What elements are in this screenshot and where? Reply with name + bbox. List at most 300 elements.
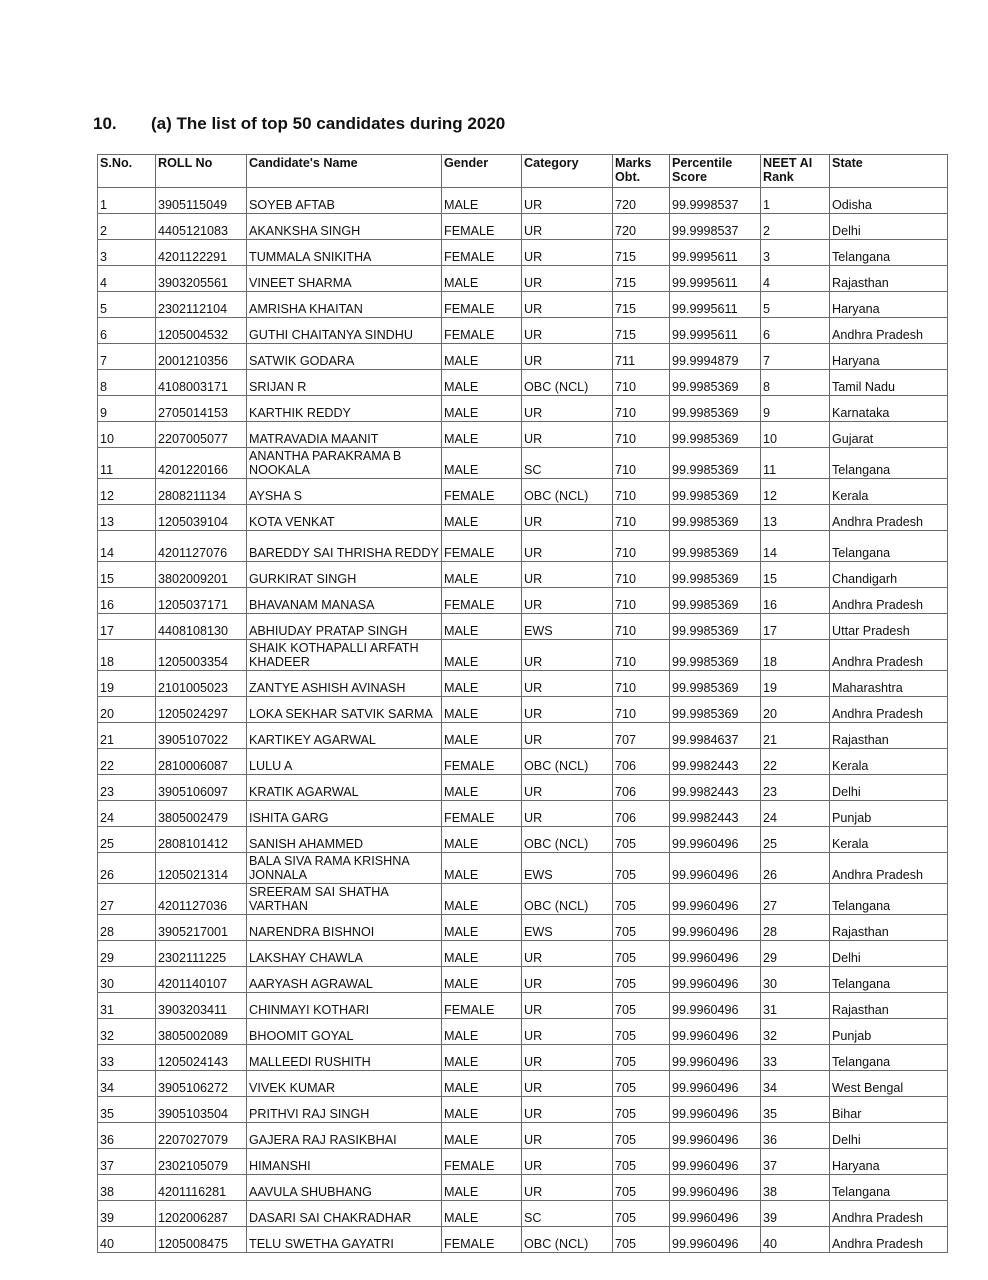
cell-category: OBC (NCL) — [522, 884, 613, 915]
cell-rank: 38 — [761, 1175, 830, 1201]
table-row — [98, 697, 948, 723]
cell-candidate-name: GUTHI CHAITANYA SINDHU — [247, 318, 442, 344]
table-row — [98, 344, 948, 370]
cell-marks: 710 — [613, 562, 670, 588]
cell-state: Uttar Pradesh — [830, 614, 948, 640]
cell-sno: 35 — [98, 1097, 156, 1123]
cell-sno: 32 — [98, 1019, 156, 1045]
cell-rank: 22 — [761, 749, 830, 775]
cell-roll-no: 1205039104 — [156, 505, 247, 531]
cell-percentile: 99.9998537 — [670, 214, 761, 240]
cell-sno: 40 — [98, 1227, 156, 1253]
cell-gender: MALE — [442, 562, 522, 588]
cell-gender: MALE — [442, 1201, 522, 1227]
cell-percentile: 99.9985369 — [670, 422, 761, 448]
cell-gender: MALE — [442, 188, 522, 214]
cell-percentile: 99.9960496 — [670, 993, 761, 1019]
cell-category: UR — [522, 941, 613, 967]
cell-sno: 9 — [98, 396, 156, 422]
cell-roll-no: 3805002089 — [156, 1019, 247, 1045]
cell-marks: 710 — [613, 448, 670, 479]
col-header-gender: Gender — [442, 155, 522, 188]
cell-state: Andhra Pradesh — [830, 640, 948, 671]
cell-rank: 23 — [761, 775, 830, 801]
cell-sno: 33 — [98, 1045, 156, 1071]
cell-percentile: 99.9985369 — [670, 697, 761, 723]
cell-roll-no: 3903203411 — [156, 993, 247, 1019]
cell-percentile: 99.9995611 — [670, 266, 761, 292]
cell-marks: 705 — [613, 1175, 670, 1201]
cell-candidate-name: ABHIUDAY PRATAP SINGH — [247, 614, 442, 640]
cell-candidate-name: ANANTHA PARAKRAMA B NOOKALA — [247, 448, 442, 479]
cell-gender: MALE — [442, 967, 522, 993]
cell-category: UR — [522, 1019, 613, 1045]
cell-sno: 4 — [98, 266, 156, 292]
cell-category: UR — [522, 801, 613, 827]
cell-roll-no: 2808211134 — [156, 479, 247, 505]
cell-roll-no: 2705014153 — [156, 396, 247, 422]
cell-category: OBC (NCL) — [522, 1227, 613, 1253]
cell-roll-no: 4108003171 — [156, 370, 247, 396]
cell-gender: MALE — [442, 344, 522, 370]
cell-marks: 715 — [613, 240, 670, 266]
cell-roll-no: 4201122291 — [156, 240, 247, 266]
cell-marks: 705 — [613, 967, 670, 993]
cell-rank: 17 — [761, 614, 830, 640]
cell-category: UR — [522, 562, 613, 588]
cell-state: Telangana — [830, 1045, 948, 1071]
cell-rank: 40 — [761, 1227, 830, 1253]
cell-marks: 715 — [613, 292, 670, 318]
cell-candidate-name: MATRAVADIA MAANIT — [247, 422, 442, 448]
table-row — [98, 827, 948, 853]
cell-rank: 33 — [761, 1045, 830, 1071]
table-row — [98, 723, 948, 749]
table-row — [98, 448, 948, 479]
cell-sno: 26 — [98, 853, 156, 884]
cell-state: Tamil Nadu — [830, 370, 948, 396]
cell-roll-no: 4201127076 — [156, 531, 247, 562]
cell-roll-no: 2302105079 — [156, 1149, 247, 1175]
cell-sno: 24 — [98, 801, 156, 827]
table-row — [98, 318, 948, 344]
cell-category: UR — [522, 723, 613, 749]
table-row — [98, 1201, 948, 1227]
cell-roll-no: 3903205561 — [156, 266, 247, 292]
cell-marks: 706 — [613, 801, 670, 827]
cell-candidate-name: LAKSHAY CHAWLA — [247, 941, 442, 967]
cell-marks: 710 — [613, 479, 670, 505]
cell-candidate-name: KRATIK AGARWAL — [247, 775, 442, 801]
cell-rank: 36 — [761, 1123, 830, 1149]
cell-rank: 12 — [761, 479, 830, 505]
cell-sno: 21 — [98, 723, 156, 749]
cell-marks: 710 — [613, 640, 670, 671]
cell-gender: FEMALE — [442, 801, 522, 827]
cell-category: UR — [522, 588, 613, 614]
table-row — [98, 1097, 948, 1123]
cell-percentile: 99.9960496 — [670, 1175, 761, 1201]
cell-roll-no: 4201116281 — [156, 1175, 247, 1201]
cell-state: Andhra Pradesh — [830, 505, 948, 531]
cell-percentile: 99.9960496 — [670, 884, 761, 915]
cell-sno: 2 — [98, 214, 156, 240]
cell-marks: 705 — [613, 1071, 670, 1097]
cell-rank: 28 — [761, 915, 830, 941]
cell-percentile: 99.9985369 — [670, 562, 761, 588]
cell-candidate-name: KARTIKEY AGARWAL — [247, 723, 442, 749]
cell-roll-no: 3905106272 — [156, 1071, 247, 1097]
table-row — [98, 1071, 948, 1097]
cell-percentile: 99.9960496 — [670, 1201, 761, 1227]
section-title: (a) The list of top 50 candidates during 2020 — [151, 114, 506, 133]
cell-rank: 14 — [761, 531, 830, 562]
cell-category: UR — [522, 505, 613, 531]
col-header-category: Category — [522, 155, 613, 188]
cell-category: EWS — [522, 853, 613, 884]
cell-sno: 36 — [98, 1123, 156, 1149]
cell-gender: MALE — [442, 448, 522, 479]
cell-candidate-name: GURKIRAT SINGH — [247, 562, 442, 588]
cell-rank: 39 — [761, 1201, 830, 1227]
cell-marks: 705 — [613, 853, 670, 884]
cell-gender: FEMALE — [442, 1149, 522, 1175]
cell-state: Karnataka — [830, 396, 948, 422]
cell-gender: FEMALE — [442, 1227, 522, 1253]
cell-rank: 30 — [761, 967, 830, 993]
cell-roll-no: 4408108130 — [156, 614, 247, 640]
cell-rank: 10 — [761, 422, 830, 448]
cell-rank: 34 — [761, 1071, 830, 1097]
cell-sno: 1 — [98, 188, 156, 214]
cell-marks: 710 — [613, 422, 670, 448]
cell-state: Andhra Pradesh — [830, 697, 948, 723]
cell-sno: 14 — [98, 531, 156, 562]
cell-sno: 8 — [98, 370, 156, 396]
cell-state: Punjab — [830, 1019, 948, 1045]
cell-category: UR — [522, 188, 613, 214]
cell-candidate-name: BHOOMIT GOYAL — [247, 1019, 442, 1045]
cell-category: UR — [522, 671, 613, 697]
cell-category: UR — [522, 531, 613, 562]
cell-candidate-name: ZANTYE ASHISH AVINASH — [247, 671, 442, 697]
cell-candidate-name: ISHITA GARG — [247, 801, 442, 827]
cell-gender: MALE — [442, 884, 522, 915]
cell-state: Telangana — [830, 448, 948, 479]
table-row — [98, 1175, 948, 1201]
cell-candidate-name: BALA SIVA RAMA KRISHNA JONNALA — [247, 853, 442, 884]
cell-roll-no: 4201127036 — [156, 884, 247, 915]
cell-category: UR — [522, 396, 613, 422]
table-row — [98, 614, 948, 640]
cell-state: Andhra Pradesh — [830, 1227, 948, 1253]
cell-roll-no: 1202006287 — [156, 1201, 247, 1227]
cell-sno: 5 — [98, 292, 156, 318]
cell-candidate-name: AKANKSHA SINGH — [247, 214, 442, 240]
table-row — [98, 396, 948, 422]
cell-gender: FEMALE — [442, 292, 522, 318]
cell-candidate-name: AYSHA S — [247, 479, 442, 505]
cell-gender: FEMALE — [442, 531, 522, 562]
cell-gender: MALE — [442, 1045, 522, 1071]
cell-rank: 7 — [761, 344, 830, 370]
table-row — [98, 671, 948, 697]
cell-candidate-name: PRITHVI RAJ SINGH — [247, 1097, 442, 1123]
cell-sno: 23 — [98, 775, 156, 801]
cell-percentile: 99.9985369 — [670, 396, 761, 422]
cell-state: Rajasthan — [830, 993, 948, 1019]
section-number: 10. — [93, 114, 117, 133]
cell-category: UR — [522, 697, 613, 723]
col-header-roll-no: ROLL No — [156, 155, 247, 188]
cell-percentile: 99.9960496 — [670, 1123, 761, 1149]
cell-gender: MALE — [442, 614, 522, 640]
cell-sno: 10 — [98, 422, 156, 448]
table-row — [98, 1149, 948, 1175]
cell-sno: 7 — [98, 344, 156, 370]
cell-rank: 3 — [761, 240, 830, 266]
cell-roll-no: 2001210356 — [156, 344, 247, 370]
table-row — [98, 801, 948, 827]
cell-sno: 16 — [98, 588, 156, 614]
cell-category: UR — [522, 1045, 613, 1071]
cell-percentile: 99.9960496 — [670, 1071, 761, 1097]
cell-state: Delhi — [830, 214, 948, 240]
cell-rank: 32 — [761, 1019, 830, 1045]
cell-candidate-name: AMRISHA KHAITAN — [247, 292, 442, 318]
cell-roll-no: 2808101412 — [156, 827, 247, 853]
cell-percentile: 99.9960496 — [670, 1149, 761, 1175]
cell-gender: MALE — [442, 775, 522, 801]
cell-sno: 39 — [98, 1201, 156, 1227]
cell-state: Andhra Pradesh — [830, 318, 948, 344]
table-row — [98, 562, 948, 588]
cell-category: EWS — [522, 915, 613, 941]
cell-state: Delhi — [830, 1123, 948, 1149]
cell-candidate-name: HIMANSHI — [247, 1149, 442, 1175]
cell-roll-no: 2810006087 — [156, 749, 247, 775]
cell-percentile: 99.9982443 — [670, 775, 761, 801]
cell-state: West Bengal — [830, 1071, 948, 1097]
cell-marks: 705 — [613, 1227, 670, 1253]
table-row — [98, 1019, 948, 1045]
cell-category: UR — [522, 318, 613, 344]
cell-candidate-name: BAREDDY SAI THRISHA REDDY — [247, 531, 442, 562]
cell-category: OBC (NCL) — [522, 749, 613, 775]
cell-sno: 37 — [98, 1149, 156, 1175]
cell-gender: MALE — [442, 1175, 522, 1201]
cell-gender: FEMALE — [442, 993, 522, 1019]
cell-marks: 710 — [613, 697, 670, 723]
cell-marks: 710 — [613, 370, 670, 396]
cell-roll-no: 4405121083 — [156, 214, 247, 240]
cell-sno: 27 — [98, 884, 156, 915]
cell-state: Kerala — [830, 827, 948, 853]
cell-sno: 19 — [98, 671, 156, 697]
cell-roll-no: 1205037171 — [156, 588, 247, 614]
cell-state: Chandigarh — [830, 562, 948, 588]
table-row — [98, 479, 948, 505]
cell-roll-no: 2207027079 — [156, 1123, 247, 1149]
cell-roll-no: 2101005023 — [156, 671, 247, 697]
cell-gender: MALE — [442, 1019, 522, 1045]
cell-sno: 34 — [98, 1071, 156, 1097]
table-row — [98, 370, 948, 396]
cell-category: UR — [522, 422, 613, 448]
table-row — [98, 884, 948, 915]
cell-gender: MALE — [442, 853, 522, 884]
cell-roll-no: 3905103504 — [156, 1097, 247, 1123]
cell-percentile: 99.9960496 — [670, 1227, 761, 1253]
cell-state: Haryana — [830, 344, 948, 370]
cell-rank: 24 — [761, 801, 830, 827]
cell-candidate-name: CHINMAYI KOTHARI — [247, 993, 442, 1019]
table-row — [98, 1045, 948, 1071]
cell-roll-no: 2207005077 — [156, 422, 247, 448]
cell-candidate-name: SANISH AHAMMED — [247, 827, 442, 853]
cell-rank: 6 — [761, 318, 830, 344]
cell-candidate-name: BHAVANAM MANASA — [247, 588, 442, 614]
cell-rank: 31 — [761, 993, 830, 1019]
cell-sno: 3 — [98, 240, 156, 266]
cell-percentile: 99.9960496 — [670, 915, 761, 941]
cell-rank: 18 — [761, 640, 830, 671]
table-row — [98, 266, 948, 292]
cell-marks: 706 — [613, 775, 670, 801]
cell-candidate-name: NARENDRA BISHNOI — [247, 915, 442, 941]
cell-percentile: 99.9984637 — [670, 723, 761, 749]
cell-state: Rajasthan — [830, 915, 948, 941]
cell-candidate-name: VINEET SHARMA — [247, 266, 442, 292]
cell-percentile: 99.9960496 — [670, 853, 761, 884]
table-row — [98, 505, 948, 531]
cell-category: UR — [522, 292, 613, 318]
cell-gender: FEMALE — [442, 588, 522, 614]
cell-percentile: 99.9985369 — [670, 588, 761, 614]
cell-rank: 13 — [761, 505, 830, 531]
cell-candidate-name: DASARI SAI CHAKRADHAR — [247, 1201, 442, 1227]
table-body — [98, 188, 948, 1253]
table-row — [98, 915, 948, 941]
cell-state: Andhra Pradesh — [830, 588, 948, 614]
col-header-candidate-name: Candidate's Name — [247, 155, 442, 188]
cell-gender: MALE — [442, 915, 522, 941]
cell-rank: 1 — [761, 188, 830, 214]
cell-candidate-name: TUMMALA SNIKITHA — [247, 240, 442, 266]
cell-state: Telangana — [830, 1175, 948, 1201]
cell-marks: 705 — [613, 884, 670, 915]
cell-rank: 29 — [761, 941, 830, 967]
cell-sno: 18 — [98, 640, 156, 671]
cell-gender: FEMALE — [442, 479, 522, 505]
cell-candidate-name: MALLEEDI RUSHITH — [247, 1045, 442, 1071]
cell-percentile: 99.9995611 — [670, 318, 761, 344]
cell-candidate-name: LOKA SEKHAR SATVIK SARMA — [247, 697, 442, 723]
cell-gender: MALE — [442, 697, 522, 723]
cell-category: OBC (NCL) — [522, 479, 613, 505]
cell-state: Haryana — [830, 292, 948, 318]
cell-state: Kerala — [830, 479, 948, 505]
cell-sno: 20 — [98, 697, 156, 723]
cell-sno: 28 — [98, 915, 156, 941]
cell-marks: 705 — [613, 915, 670, 941]
cell-rank: 26 — [761, 853, 830, 884]
cell-percentile: 99.9985369 — [670, 614, 761, 640]
table-row — [98, 1227, 948, 1253]
table-row — [98, 588, 948, 614]
cell-roll-no: 1205024143 — [156, 1045, 247, 1071]
table-row — [98, 967, 948, 993]
cell-category: SC — [522, 448, 613, 479]
table-row — [98, 1123, 948, 1149]
cell-marks: 715 — [613, 318, 670, 344]
cell-category: UR — [522, 266, 613, 292]
cell-sno: 38 — [98, 1175, 156, 1201]
cell-roll-no: 2302112104 — [156, 292, 247, 318]
cell-sno: 13 — [98, 505, 156, 531]
cell-gender: MALE — [442, 640, 522, 671]
cell-state: Maharashtra — [830, 671, 948, 697]
cell-marks: 705 — [613, 941, 670, 967]
cell-percentile: 99.9985369 — [670, 505, 761, 531]
cell-state: Punjab — [830, 801, 948, 827]
col-header-percentile: Percentile Score — [670, 155, 761, 188]
cell-state: Andhra Pradesh — [830, 1201, 948, 1227]
cell-marks: 710 — [613, 671, 670, 697]
cell-roll-no: 2302111225 — [156, 941, 247, 967]
cell-category: UR — [522, 993, 613, 1019]
cell-marks: 710 — [613, 588, 670, 614]
cell-candidate-name: SHAIK KOTHAPALLI ARFATH KHADEER — [247, 640, 442, 671]
cell-sno: 29 — [98, 941, 156, 967]
cell-category: SC — [522, 1201, 613, 1227]
table-row — [98, 422, 948, 448]
cell-state: Bihar — [830, 1097, 948, 1123]
cell-gender: MALE — [442, 1071, 522, 1097]
cell-roll-no: 1205024297 — [156, 697, 247, 723]
cell-state: Delhi — [830, 775, 948, 801]
cell-percentile: 99.9995611 — [670, 292, 761, 318]
cell-state: Telangana — [830, 884, 948, 915]
cell-category: UR — [522, 967, 613, 993]
cell-category: UR — [522, 775, 613, 801]
cell-gender: MALE — [442, 723, 522, 749]
cell-marks: 705 — [613, 1149, 670, 1175]
cell-gender: MALE — [442, 266, 522, 292]
cell-gender: FEMALE — [442, 214, 522, 240]
cell-sno: 22 — [98, 749, 156, 775]
cell-marks: 720 — [613, 188, 670, 214]
cell-gender: MALE — [442, 1123, 522, 1149]
cell-roll-no: 1205008475 — [156, 1227, 247, 1253]
cell-state: Gujarat — [830, 422, 948, 448]
cell-rank: 2 — [761, 214, 830, 240]
cell-candidate-name: GAJERA RAJ RASIKBHAI — [247, 1123, 442, 1149]
cell-category: OBC (NCL) — [522, 370, 613, 396]
col-header-state: State — [830, 155, 948, 188]
cell-rank: 5 — [761, 292, 830, 318]
cell-marks: 706 — [613, 749, 670, 775]
cell-sno: 31 — [98, 993, 156, 1019]
cell-category: UR — [522, 1071, 613, 1097]
cell-marks: 705 — [613, 1123, 670, 1149]
cell-category: UR — [522, 1123, 613, 1149]
cell-rank: 37 — [761, 1149, 830, 1175]
section-heading — [93, 114, 505, 134]
cell-state: Telangana — [830, 240, 948, 266]
cell-percentile: 99.9985369 — [670, 671, 761, 697]
cell-marks: 705 — [613, 993, 670, 1019]
